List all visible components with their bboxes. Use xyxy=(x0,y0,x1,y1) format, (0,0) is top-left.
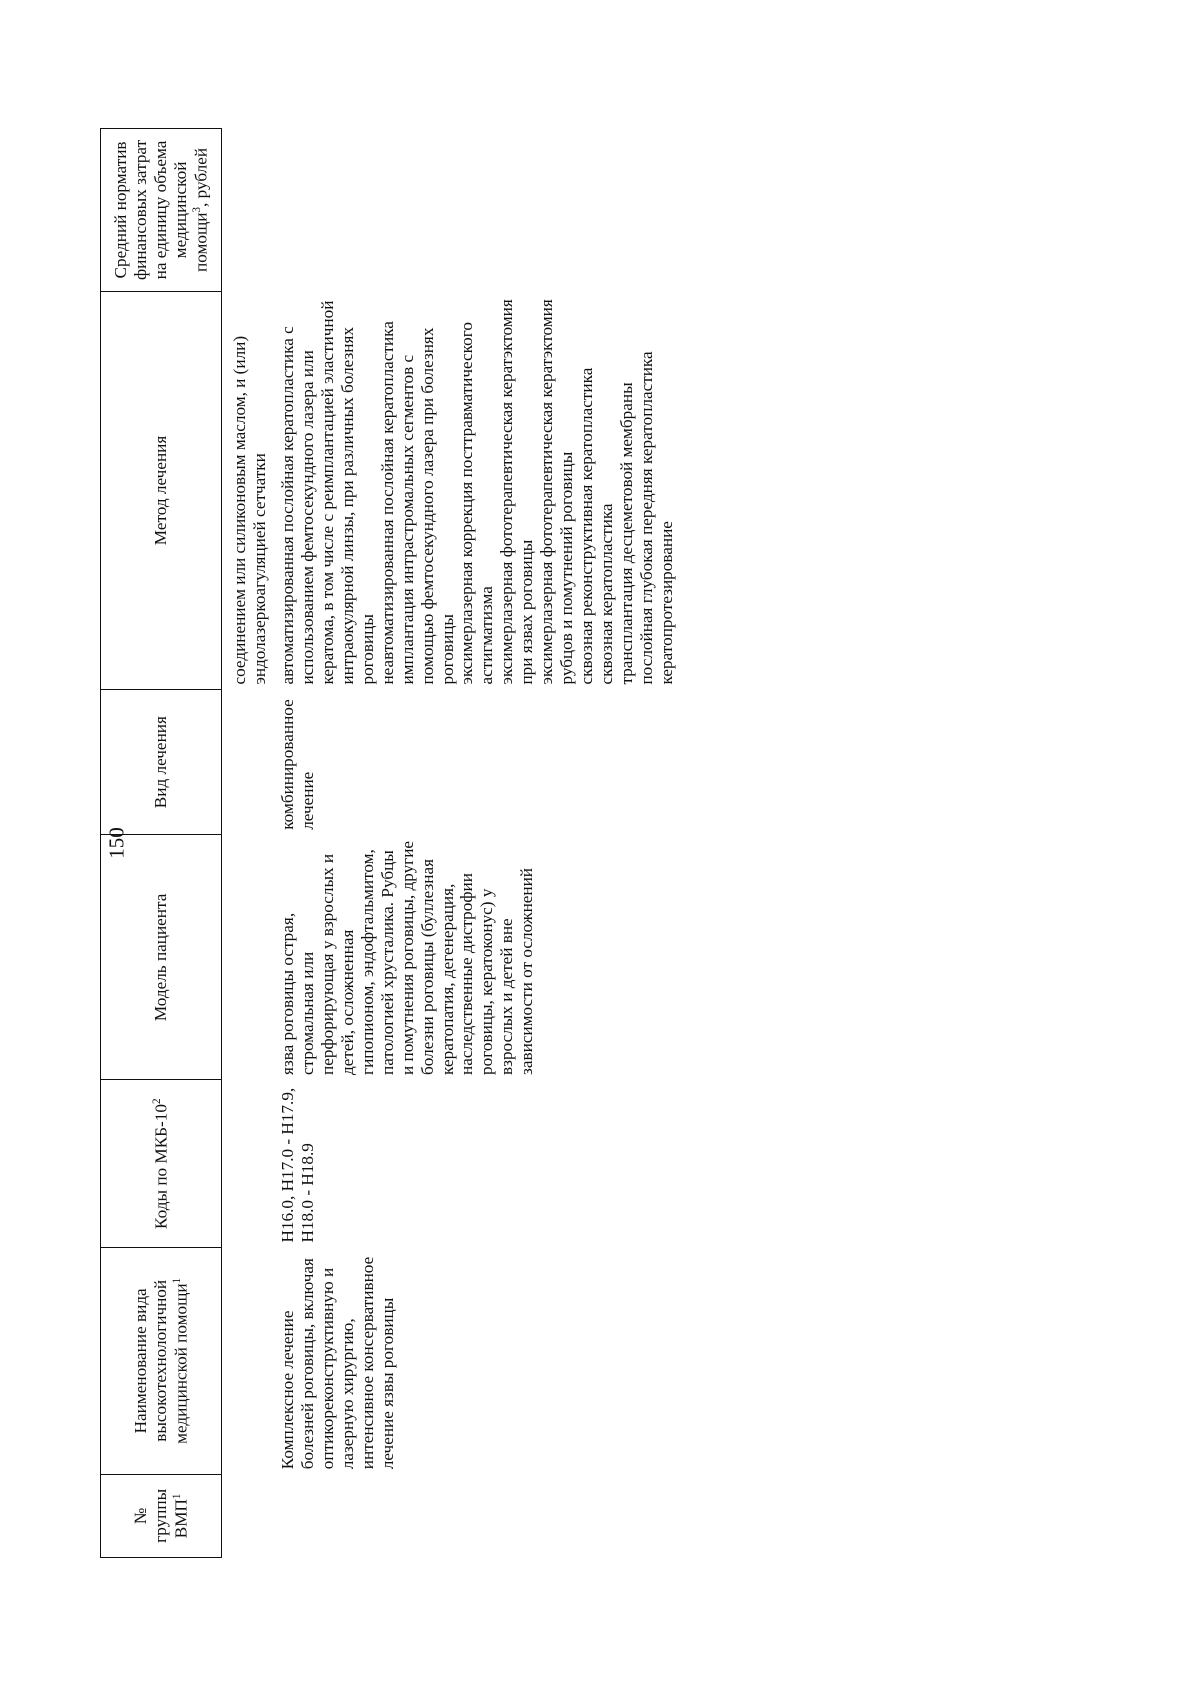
method-item: эксимерлазерная коррекция посттравматического астигматизма xyxy=(457,322,497,685)
table-row-main xyxy=(270,129,677,1558)
vmp-name-cell: Комплексное лечение болезней роговицы, включая оптикореконструктивную и лазерную хирургию, интенсивное консервативное лечение язвы роговицы xyxy=(277,1256,397,1470)
header-group-number: № группы ВМП$^1$ xyxy=(101,1474,222,1557)
header-cost-norm: Средний норматив финансовых затрат на единицу объема медицинской помощи$^3$, рублей xyxy=(101,129,222,292)
treatment-methods-cell xyxy=(270,291,677,689)
table-header-row xyxy=(101,129,222,1558)
vmp-table xyxy=(100,128,677,1558)
icd-codes-cell: H16.0, H17.0 - H17.9, H18.0 - H18.9 xyxy=(277,1087,317,1243)
page-number: 150 xyxy=(104,827,129,859)
header-vmp-name: Наименование вида высокотехнологичной медицинской помощи$^1$ xyxy=(101,1247,222,1474)
cost-norm-cell xyxy=(270,129,677,292)
header-icd-codes: Коды по МКБ-$10^2$ xyxy=(101,1080,222,1248)
method-item: кератопротезирование xyxy=(657,521,677,685)
method-item: трансплантация десцеметовой мембраны xyxy=(617,382,637,685)
method-item: эксимерлазерная фототерапевтическая кератэктомия рубцов и помутнений роговицы xyxy=(537,299,577,685)
patient-model-cell: язва роговицы острая, стромальная или перфорирующая у взрослых и детей, осложненная гипопионом, эндофтальмитом, патологией хрусталика. Рубцы и помутнения роговицы, другие болезни роговицы (буллезная кератопатия, дегенерация, наследственные дистрофии роговицы, кератоконус) у взрослых и детей вне зависимости от осложнений xyxy=(277,840,537,1075)
method-continuation-cell: соединением или силиконовым маслом, и (или) эндолазеркоагуляцией сетчатки xyxy=(230,335,269,685)
table-row-continuation xyxy=(222,129,270,1558)
rotated-page-content xyxy=(100,128,1100,1558)
header-treatment-type: Вид лечения xyxy=(101,690,222,835)
method-item: послойная глубокая передняя кератопластика xyxy=(637,351,657,685)
header-treatment-method: Метод лечения xyxy=(101,291,222,689)
method-item: эксимерлазерная фототерапевтическая кератэктомия при язвах роговицы xyxy=(497,299,537,685)
method-item: имплантация интрастромальных сегментов с помощью фемтосекундного лазера при болезнях роговицы xyxy=(397,327,457,685)
method-item: неавтоматизированная послойная кератопластика xyxy=(377,321,397,685)
method-item: автоматизированная послойная кератопластика с использованием фемтосекундного лазера или кератома, в том числе с реимплантацией эластичной интраокулярной линзы, при различных болезнях роговицы xyxy=(277,300,377,685)
method-item: сквозная реконструктивная кератопластика xyxy=(577,367,597,685)
group-number-cell xyxy=(270,1474,677,1557)
header-patient-model: Модель пациента xyxy=(101,835,222,1080)
method-item: сквозная кератопластика xyxy=(597,503,617,685)
treatment-type-cell: комбинированное лечение xyxy=(277,699,317,830)
